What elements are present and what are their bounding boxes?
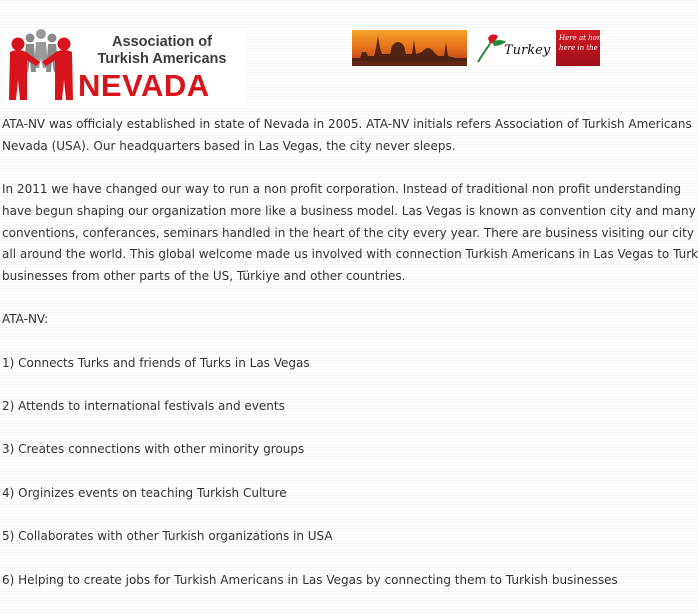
text-line: conventions, conferances, seminars handled in the heart of the city every year. There are business visiting our city <box>2 225 694 240</box>
text-line: businesses from other parts of the US, Türkiye and other countries. <box>2 268 406 283</box>
text-line: ATA-NV was officialy established in state of Nevada in 2005. ATA-NV initials refers Association of Turkish Americans <box>2 117 692 131</box>
list-item: 5) Collaborates with other Turkish organizations in USA <box>2 529 333 544</box>
list-item: 3) Creates connections with other minority groups <box>2 442 305 457</box>
header <box>0 0 612 110</box>
list-item: 6) Helping to create jobs for Turkish Americans in Las Vegas by connecting them to Turkish businesses <box>2 572 618 587</box>
text-line: In 2011 we have changed our way to run a non profit corporation. Instead of traditional non profit understanding <box>2 182 682 197</box>
text-line: Nevada (USA). Our headquarters based in Las Vegas, the city never sleeps. <box>2 138 456 153</box>
logo-nevada-text: NEVADA <box>78 68 210 103</box>
people-emblem-icon <box>6 28 76 104</box>
text-line: all around the world. This global welcome made us involved with connection Turkish Americans in Las Vegas to Turk <box>2 247 698 262</box>
istanbul-skyline-image <box>352 30 467 66</box>
logo-text-line2: Turkish Americans <box>97 51 227 67</box>
turkey-tourism-banner[interactable] <box>352 30 612 66</box>
list-item: 4) Orginizes events on teaching Turkish Culture <box>2 485 287 500</box>
ata-nv-logo[interactable] <box>2 28 245 106</box>
history-paragraph <box>2 179 698 288</box>
intro-paragraph <box>2 114 692 157</box>
turkey-brand-text: Turkey <box>504 43 551 58</box>
tagline-line1: Here at home, <box>559 34 610 42</box>
tagline-panel <box>556 30 612 66</box>
skyline-silhouette-icon <box>352 30 467 66</box>
list-item: 2) Attends to international festivals and events <box>2 399 285 414</box>
main-content <box>2 114 698 613</box>
list-intro: ATA-NV: <box>2 312 49 327</box>
turkey-brand <box>468 30 556 66</box>
list-item: 1) Connects Turks and friends of Turks in Las Vegas <box>2 355 310 370</box>
tagline-line2: here in the w... <box>559 44 612 52</box>
logo-text-line1: Association of <box>112 34 212 50</box>
text-line: have begun shaping our organization more like a business model. Las Vegas is known as convention city and many <box>2 203 696 218</box>
